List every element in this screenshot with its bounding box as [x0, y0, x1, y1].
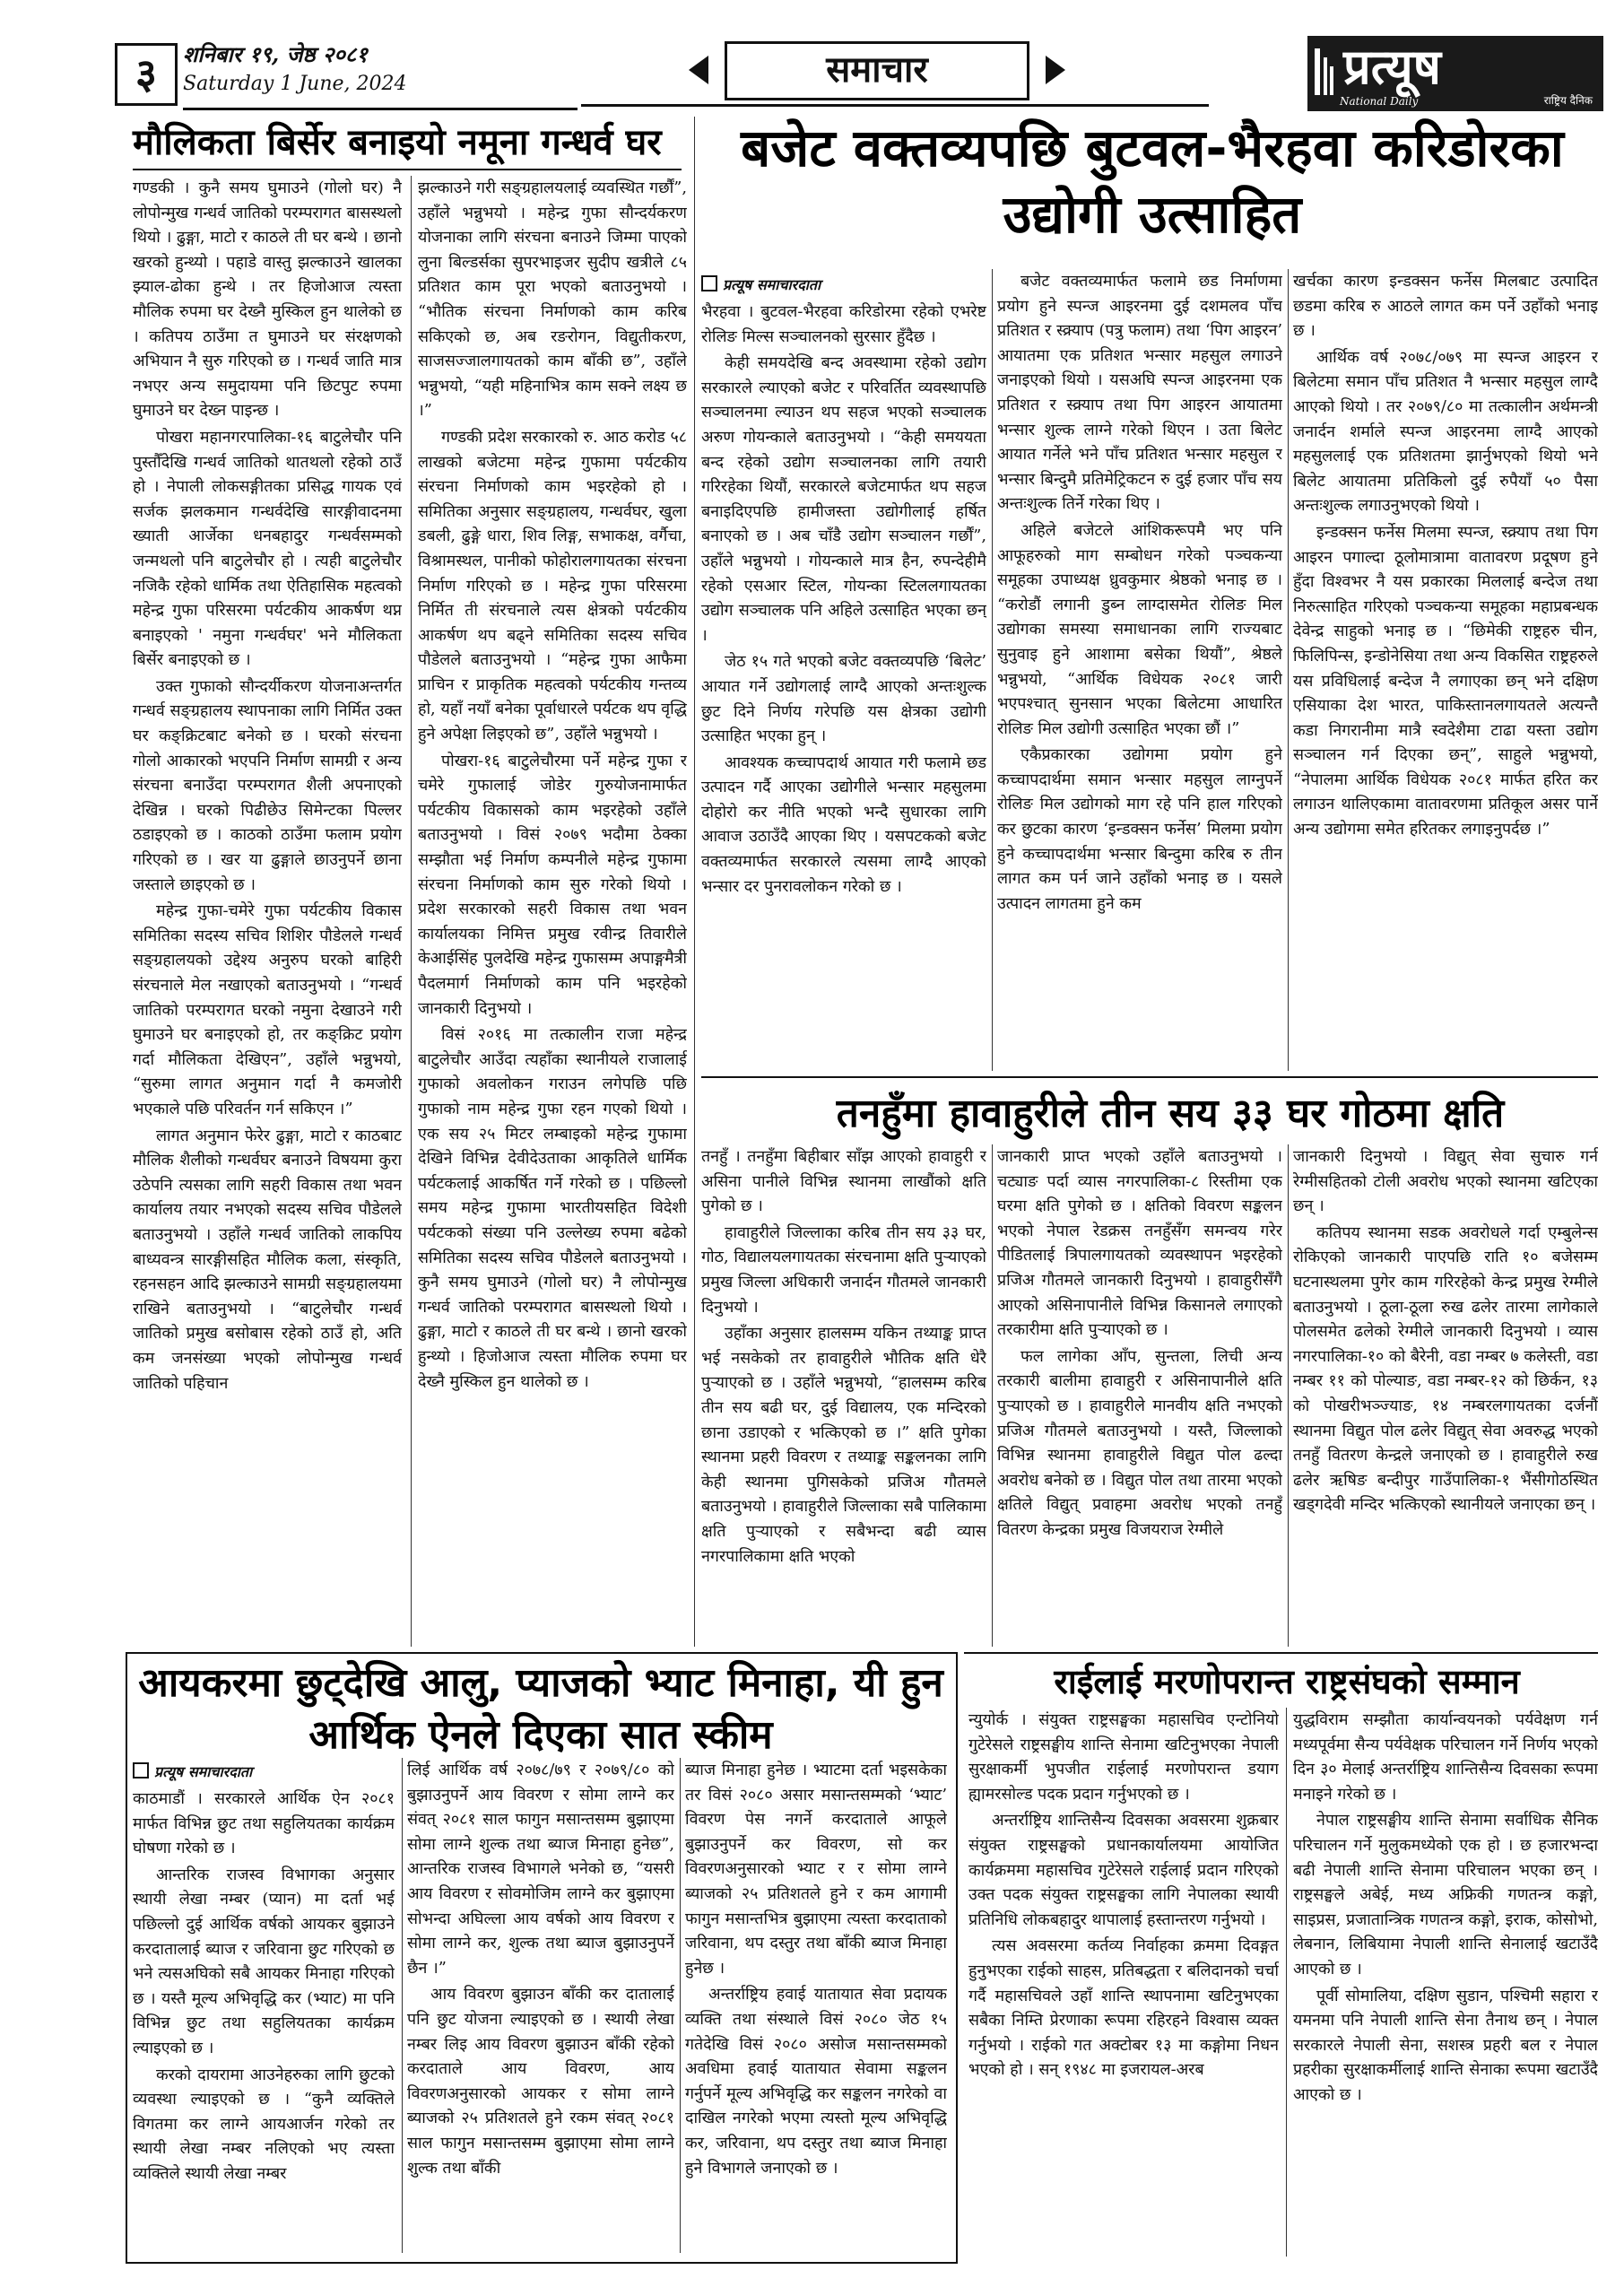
paragraph: गण्डकी प्रदेश सरकारको रु. आठ करोड ५८ लाखको बजेटमा महेन्द्र गुफामा पर्यटकीय संरचना निर्माणको काम भइरहेको हो । समितिका अनुसार सङ्ग्रहालय, गन्धर्वघर, खुला डबली, ढुङ्गे धारा, शिव लिङ्ग, सभाकक्ष, वर्गैचा, विश्रामस्थल, पानीको फोहोरालगायतका संरचना निर्माण गरिएको छ । महेन्द्र गुफा परिसरमा निर्मित ती संरचनाले त्यस क्षेत्रको पर्यटकीय आकर्षण थप बढ्ने समितिका सदस्य सचिव पौडेलले बताउनुभयो । “महेन्द्र गुफा आफैमा प्राचिन र प्राकृतिक महत्वको पर्यटकीय गन्तव्य हो, यहाँ नयाँ बनेका पूर्वाधारले पर्यटक थप वृद्धि हुने अपेक्षा लिइएको छ”, उहाँले भन्नुभयो । [418, 427, 687, 744]
column-rule [992, 1144, 993, 1647]
article1-column-2 [418, 176, 687, 1647]
logo-text: प्रत्यूष [1343, 39, 1441, 95]
paragraph: इन्डक्सन फर्नेस मिलमा स्पन्ज, स्क्र्याप तथा पिग आइरन पगाल्दा ठूलोमात्रामा वातावरण प्रदूषण हुने हुँदा विश्वभर नै यस प्रकारका मिललाई बन्देज तथा निरुत्साहित गरिएको पञ्चकन्या समूहका महाप्रबन्धक देवेन्द्र साहुको भनाइ छ । “छिमेकी राष्ट्रहरु चीन, फिलिपिन्स, इन्डोनेसिया तथा अन्य विकसित राष्ट्रहरुले यस प्रविधिलाई बन्देज नै लगाएका छन् भने दक्षिण एसियाका देश भारत, पाकिस्तानलगायतले अत्यन्तै कडा निगरानीमा मात्रै स्वदेशैमा टाढा यस्ता उद्योग सञ्चालन गर्न दिएका छन्”, साहुले भन्नुभयो, “नेपालमा आर्थिक विधेयक २०८१ मार्फत हरित कर लगाउन थालिएकामा वातावरणमा प्रतिकूल असर पार्ने अन्य उद्योगमा समेत हरितकर लगाइनुपर्दछ ।” [1293, 522, 1598, 839]
paragraph: आवश्यक कच्चापदार्थ आयात गरी फलामे छड उत्पादन गर्दै आएका उद्योगीले भन्सार महसुलमा दोहोरो कर नीति भएको भन्दै सुधारका लागि आवाज उठाउँदै आएका थिए । यसपटकको बजेट वक्तव्यमार्फत सरकारले त्यसमा लाग्दै आएको भन्सार दर पुनरावलोकन गरेको छ । [701, 752, 986, 896]
paragraph: आय विवरण बुझाउन बाँकी कर दातालाई पनि छुट योजना ल्याइएको छ । स्थायी लेखा नम्बर लिइ आय विवरण बुझाउन बाँकी रहेको करदाताले आय विवरण, आय विवरणअनुसारको आयकर र सोमा लाग्ने ब्याजको २५ प्रतिशतले हुने रकम संवत् २०८१ साल फागुन मसान्तसम्म बुझाएमा सोमा लाग्ने शुल्क तथा बाँकी [407, 1985, 674, 2178]
article4-column-2 [407, 1758, 674, 2253]
byline [133, 1761, 252, 1781]
column-rule [680, 1758, 681, 2253]
column-rule [1288, 269, 1289, 1071]
article-headline: मौलिकता बिर्सेर बनाइयो नमूना गन्धर्व घर [133, 122, 662, 163]
article-headline: राईलाई मरणोपरान्त राष्ट्रसंघको सम्मान [1054, 1662, 1520, 1701]
column-rule [411, 176, 412, 1647]
article3-column-3 [1293, 1144, 1598, 1647]
date-nepali: शनिबार १९, जेष्ठ २०८१ [183, 41, 368, 67]
section-label: समाचार [725, 41, 1029, 100]
article-headline: बजेट वक्तव्यपछि बुटवल-भैरहवा करिडोरका उद्योगी उत्साहित [741, 117, 1564, 245]
byline-text: प्रत्यूष समाचारदाता [154, 1763, 253, 1780]
paragraph: पोखरा महानगरपालिका-१६ बाटुलेचौर पनि पुस्तौँदेखि गन्धर्व जातिको थातथलो रहेको ठाउँ हो । नेपाली लोकसङ्गीतका प्रसिद्ध गायक एवं सर्जक झलकमान गन्धर्वदेखि सारङ्गीवादनमा ख्याती आर्जेका धनबहादुर गन्धर्वसम्मको जन्मथलो पनि बाटुलेचौर हो । त्यही बाटुलेचौर नजिकै रहेको धार्मिक तथा ऐतिहासिक महत्वको महेन्द्र गुफा परिसरमा पर्यटकीय आकर्षण थप्न बनाइएको ' नमुना गन्धर्वघर' भने मौलिकता बिर्सेर बनाइएको छ । [133, 427, 402, 670]
paragraph: जानकारी प्राप्त भएको उहाँले बताउनुभयो । चट्याङ पर्दा व्यास नगरपालिका-८ रिस्तीमा एक घरमा क्षति पुगेको छ । क्षतिको विवरण सङ्कलन भएको नेपाल रेडक्रस तनहुँसँग समन्वय गरेर पीडितलाई त्रिपालगायतको व्यवस्थापन भइरहेको प्रजिअ गौतमले जानकारी दिनुभयो । हावाहुरीसँगै आएको असिनापानीले विभिन्न किसानले लगाएको तरकारीमा क्षति पुऱ्याएको छ । [997, 1147, 1282, 1340]
article1-column-1 [133, 176, 402, 1647]
article4-column-3 [685, 1758, 947, 2253]
paragraph: आन्तरिक राजस्व विभागका अनुसार स्थायी लेखा नम्बर (प्यान) मा दर्ता भई पछिल्लो दुई आर्थिक वर्षको आयकर बुझाउने करदातालाई ब्याज र जरिवाना छुट गरिएको छ भने त्यसअघिको सबै आयकर मिनाहा गरिएको छ । यस्तै मूल्य अभिवृद्धि कर (भ्याट) मा पनि विभिन्न छुट तथा सहुलियतका कार्यक्रम ल्याइएको छ । [133, 1865, 395, 2057]
paragraph: तनहुँ । तनहुँमा बिहीबार साँझ आएको हावाहुरी र असिना पानीले विभिन्न स्थानमा लाखौंको क्षति पुगेको छ । [701, 1147, 986, 1216]
byline [701, 274, 821, 294]
paragraph: हावाहुरीले जिल्लाका करिब तीन सय ३३ घर, गोठ, विद्यालयलगायतका संरचनामा क्षति पुऱ्याएको प्रमुख जिल्ला अधिकारी जनार्दन गौतमले जानकारी दिनुभयो । [701, 1222, 986, 1317]
paragraph: बजेट वक्तव्यमार्फत फलामे छड निर्माणमा प्रयोग हुने स्पन्ज आइरनमा दुई दशमलव पाँच प्रतिशत र स्क्र्याप (पत्रु फलाम) तथा ‘पिग आइरन’ आयातमा एक प्रतिशत भन्सार महसुल लगाउने जनाइएको थियो । यसअघि स्पन्ज आइरनमा एक प्रतिशत र स्क्र्याप तथा पिग आइरन आयातमा भन्सार शुल्क लाग्ने गरेको थिएन । उता बिलेट आयात गर्नेले भने पाँच प्रतिशत भन्सार महसुल र भन्सार बिन्दुमै प्रतिमेट्रिकटन रु दुई हजार पाँच सय अन्तःशुल्क तिर्ने गरेका थिए । [997, 272, 1282, 514]
byline-text: प्रत्यूष समाचारदाता [723, 276, 821, 293]
paragraph: नेपाल राष्ट्रसङ्घीय शान्ति सेनामा सर्वाधिक सैनिक परिचालन गर्ने मुलुकमध्येको एक हो । छ हजारभन्दा बढी नेपाली शान्ति सेनामा परिचालन भएका छन् । राष्ट्रसङ्घले अबेई, मध्य अफ्रिकी गणतन्त्र कङ्गो, साइप्रस, प्रजातान्त्रिक गणतन्त्र कङ्गो, इराक, कोसोभो, लेबनान, लिबियामा नेपाली शान्ति सेनालाई खटाउँदै आएको छ । [1293, 1811, 1598, 1979]
logo-mark-icon [1313, 45, 1336, 99]
paragraph: युद्धविराम सम्झौता कार्यान्वयनको पर्यवेक्षण गर्न मध्यपूर्वमा सैन्य पर्यवेक्षक परिचालन गर्ने निर्णय भएको दिन ३० मेलाई अन्तर्राष्ट्रिय शान्तिसैन्य दिवसका रूपमा मनाइने गरेको छ । [1293, 1710, 1598, 1804]
paragraph: केही समयदेखि बन्द अवस्थामा रहेको उद्योग सरकारले ल्याएको बजेट र परिवर्तित व्यवस्थापछि सञ्चालनमा ल्याउन थप सहज भएको सञ्चालक अरुण गोयन्काले बताउनुभयो । “केही समययता बन्द रहेको उद्योग सञ्चालनका लागि तयारी गरिरहेका थियौं, सरकारले बजेटमार्फत थप सहज बनाइदिएपछि हामीजस्ता उद्योगीलाई हर्षित बनाएको छ । अब चाँडै उद्योग सञ्चालन गर्छौं”, उहाँले भन्नुभयो । गोयन्काले मात्र हैन, रुपन्देहीमै रहेको एसआर स्टिल, गोयन्का स्टिललगायतका उद्योग सञ्चालक पनि अहिले उत्साहित भएका छन् । [701, 353, 986, 645]
logo-tagline-en: National Daily [1340, 95, 1419, 108]
paragraph: विसं २०१६ मा तत्कालीन राजा महेन्द्र बाटुलेचौर आउँदा त्यहाँका स्थानीयले राजालाई गुफाको अवलोकन गराउन लगेपछि पछि गुफाको नाम महेन्द्र गुफा रहन गएको थियो । एक सय २५ मिटर लम्बाइको महेन्द्र गुफामा देखिने विभिन्न देवीदेउताका आकृतिले धार्मिक पर्यटकलाई आकर्षित गर्ने गरेको छ । पछिल्लो समय महेन्द्र गुफामा भारतीयसहित विदेशी पर्यटकको संख्या पनि उल्लेख्य रुपमा बढेको समितिका सदस्य सचिव पौडेलले बताउनुभयो । कुनै समय घुमाउने (गोलो घर) नै लोपोन्मुख गन्धर्व जातिको परम्परागत बासस्थलो थियो । ढुङ्गा, माटो र काठले ती घर बन्थे । छानो खरको हुन्थ्यो । हिजोआज त्यस्ता मौलिक रुपमा घर देख्नै मुस्किल हुन थालेको छ । [418, 1025, 687, 1391]
paragraph: गण्डकी । कुनै समय घुमाउने (गोलो घर) नै लोपोन्मुख गन्धर्व जातिको परम्परागत बासस्थलो थियो । ढुङ्गा, माटो र काठले ती घर बन्थे । छानो खरको हुन्थ्यो । पहाडे वास्तु झल्काउने खालका झ्याल-ढोका हुन्थे । तर हिजोआज त्यस्ता मौलिक रुपमा घर देख्नै मुस्किल हुन थालेको छ । कतिपय ठाउँमा त घुमाउने घर संरक्षणको अभियान नै सुरु गरिएको छ । गन्धर्व जाति मात्र नभएर अन्य समुदायमा पनि छिटपुट रुपमा घुमाउने घर देख्न पाइन्छ । [133, 178, 402, 421]
paragraph: करको दायरामा आउनेहरुका लागि छुटको व्यवस्था ल्याइएको छ । “कुनै व्यक्तिले विगतमा कर लाग्ने आयआर्जन गरेको तर स्थायी लेखा नम्बर नलिएको भए त्यस्ता व्यक्तिले स्थायी लेखा नम्बर [133, 2065, 395, 2183]
byline-square-icon [701, 275, 717, 291]
article3-column-2 [997, 1144, 1282, 1647]
article-headline: आयकरमा छुट्देखि आलु, प्याजको भ्याट मिनाहा, यी हुन आर्थिक ऐनले दिएका सात स्कीम [138, 1660, 943, 1758]
paragraph: अन्तर्राष्ट्रिय शान्तिसैन्य दिवसका अवसरमा शुक्रबार संयुक्त राष्ट्रसङ्घको प्रधानकार्यालयमा आयोजित कार्यक्रममा महासचिव गुटेरेसले राईलाई प्रदान गरिएको उक्त पदक संयुक्त राष्ट्रसङ्घका लागि नेपालका स्थायी प्रतिनिधि लोकबहादुर थापालाई हस्तान्तरण गर्नुभयो । [968, 1811, 1279, 1929]
arrow-right-icon [1046, 56, 1065, 84]
column-rule [694, 117, 695, 1647]
paragraph: न्युयोर्क । संयुक्त राष्ट्रसङ्घका महासचिव एन्टोनियो गुटेरेसले राष्ट्रसङ्घीय शान्ति सेनामा खटिनुभएका नेपाली सुरक्षाकर्मी भुपजीत राईलाई मरणोपरान्त डयाग ह्यामरसोल्ड पदक प्रदान गर्नुभएको छ । [968, 1710, 1279, 1804]
column-rule [992, 269, 993, 1071]
paragraph: झल्काउने गरी सङ्ग्रहालयलाई व्यवस्थित गर्छौं”, उहाँले भन्नुभयो । महेन्द्र गुफा सौन्दर्यकरण योजनाका लागि संरचना बनाउने जिम्मा पाएको लुना बिल्डर्सका सुपरभाइजर सुदीप खत्रीले ८५ प्रतिशत काम पूरा भएको बताउनुभयो । “भौतिक संरचना निर्माणको काम करिब सकिएको छ, अब रङरोगन, विद्युतीकरण, साजसज्जालगायतको काम बाँकी छ”, उहाँले भन्नुभयो, “यही महिनाभित्र काम सक्ने लक्ष्य छ ।” [418, 178, 687, 421]
article2-column-1 [701, 300, 986, 1071]
page-number: ३ [115, 43, 178, 106]
paragraph: अन्तर्राष्ट्रिय हवाई यातायात सेवा प्रदायक व्यक्ति तथा संस्थाले विसं २०८० जेठ १५ गतेदेखि विसं २०८० असोज मसान्तसम्मको अवधिमा हवाई यातायात सेवामा सङ्कलन गर्नुपर्ने मूल्य अभिवृद्धि कर सङ्कलन नगरेको वा दाखिल नगरेको भएमा त्यस्तो मूल्य अभिवृद्धि कर, जरिवाना, थप दस्तुर तथा ब्याज मिनाहा हुने विभागले जनाएको छ । [685, 1985, 947, 2178]
article5-column-1 [968, 1708, 1279, 2257]
article4-column-1 [133, 1787, 395, 2253]
paragraph: उहाँका अनुसार हालसम्म यकिन तथ्याङ्क प्राप्त भई नसकेको तर हावाहुरीले भौतिक क्षति धेरै पुऱ्याएको छ । उहाँले भन्नुभयो, “हालसम्म करिब तीन सय बढी घर, दुई विद्यालय, एक मन्दिरको छाना उडाएको र भत्किएको छ ।” क्षति पुगेका स्थानमा प्रहरी विवरण र तथ्याङ्क सङ्कलनका लागि केही स्थानमा पुगिसकेको प्रजिअ गौतमले बताउनुभयो । हावाहुरीले जिल्लाका सबै पालिकामा क्षति पुऱ्याएको र सबैभन्दा बढी व्यास नगरपालिकामा क्षति भएको [701, 1324, 986, 1566]
paragraph: उक्त गुफाको सौन्दर्यीकरण योजनाअन्तर्गत गन्धर्व सङ्ग्रहालय स्थापनाका लागि निर्मित उक्त घर कङ्क्रिटबाट बनेको छ । घरको संरचना गोलो आकारको भएपनि निर्माण सामग्री र अन्य संरचना बनाउँदा परम्परागत शैली अपनाएको देखिन्न । घरको पिढीछेउ सिमेन्टका पिल्लर ठडाइएको छ । काठको ठाउँमा फलाम प्रयोग गरिएको छ । खर या ढुङ्गाले छाउनुपर्ने छाना जस्ताले छाइएको छ । [133, 676, 402, 894]
paragraph: आर्थिक वर्ष २०७८/०७९ मा स्पन्ज आइरन र बिलेटमा समान पाँच प्रतिशत नै भन्सार महसुल लाग्दै आएको थियो । तर २०७९/८० मा तत्कालीन अर्थमन्त्री जनार्दन शर्माले स्पन्ज आइरनमा लाग्दै आएको महसुललाई एक प्रतिशतमा झार्नुभएको थियो भने बिलेट आयातमा प्रतिकिलो दुई रुपैयाँ ५० पैसा अन्तःशुल्क लगाउनुभएको थियो । [1293, 347, 1598, 516]
divider [133, 169, 682, 170]
date-english: Saturday 1 June, 2024 [183, 73, 407, 95]
newspaper-logo [1307, 36, 1603, 111]
column-rule [1288, 1144, 1289, 1647]
column-rule [1286, 1708, 1287, 2257]
article3-column-1 [701, 1144, 986, 1647]
section-rule [581, 104, 1209, 107]
paragraph: भैरहवा । बुटवल-भैरहवा करिडोरमा रहेको एभरेष्ट रोलिङ मिल्स सञ्चालनको सुरसार हुँदैछ । [701, 302, 986, 346]
paragraph: एकैप्रकारका उद्योगमा प्रयोग हुने कच्चापदार्थमा समान भन्सार महसुल लाग्नुपर्ने रोलिङ मिल उद्योगको माग रहे पनि हाल गरिएको कर छुटका कारण ‘इन्डक्सन फर्नेस’ मिलमा प्रयोग हुने कच्चापदार्थमा भन्सार बिन्दुमा करिब रु तीन लागत कम पर्न जाने उहाँको भनाइ छ । यसले उत्पादन लागतमा हुने कम [997, 745, 1282, 913]
divider [964, 1652, 1598, 1654]
divider [701, 1076, 1598, 1078]
paragraph: महेन्द्र गुफा-चमेरे गुफा पर्यटकीय विकास समितिका सदस्य सचिव शिशिर पौडेलले गन्धर्व सङ्ग्रहालयको उद्देश्य अनुरुप घरको बाहिरी संरचनाले मेल नखाएको बताउनुभयो । “गन्धर्व जातिको परम्परागत घरको नमुना देखाउने गरी घुमाउने घर बनाइएको हो, तर कङ्क्रिट प्रयोग गर्दा मौलिकता देखिएन”, उहाँले भन्नुभयो, “सुरुमा लागत अनुमान गर्दा नै कमजोरी भएकाले पछि परिवर्तन गर्न सकिएन ।” [133, 901, 402, 1118]
paragraph: लिई आर्थिक वर्ष २०७८/७९ र २०७९/८० को बुझाउनुपर्ने आय विवरण र सोमा लाग्ने कर संवत् २०८१ साल फागुन मसान्तसम्म बुझाएमा सोमा लाग्ने शुल्क तथा ब्याज मिनाहा हुनेछ”, आन्तरिक राजस्व विभागले भनेको छ, “यसरी आय विवरण र सोवमोजिम लाग्ने कर बुझाएमा सोभन्दा अघिल्ला आय वर्षको आय विवरण र सोमा लाग्ने कर, शुल्क तथा ब्याज बुझाउनुपर्ने छैन ।” [407, 1761, 674, 1978]
paragraph: पोखरा-१६ बाटुलेचौरमा पर्ने महेन्द्र गुफा र चमेरे गुफालाई जोडेर गुरुयोजनामार्फत पर्यटकीय विकासको काम भइरहेको उहाँले बताउनुभयो । विसं २०७९ भदौमा ठेक्का सम्झौता भई निर्माण कम्पनीले महेन्द्र गुफामा संरचना निर्माणको काम सुरु गरेको थियो । प्रदेश सरकारको सहरी विकास तथा भवन कार्यालयका निमित्त प्रमुख रवीन्द्र तिवारीले केआईसिंह पुलदेखि महेन्द्र गुफासम्म अपाङ्गमैत्री पैदलमार्ग निर्माणको काम पनि भइरहेको जानकारी दिनुभयो । [418, 751, 687, 1018]
paragraph: खर्चका कारण इन्डक्सन फर्नेस मिलबाट उत्पादित छडमा करिब रु आठले लागत कम पर्ने उहाँको भनाइ छ । [1293, 272, 1598, 341]
article-headline: तनहुँमा हावाहुरीले तीन सय ३३ घर गोठमा क्षति [836, 1091, 1505, 1136]
paragraph: फल लागेका आँप, सुन्तला, लिची अन्य तरकारी बालीमा हावाहुरी र असिनापानीले क्षति पुऱ्याएको छ । हावाहुरीले मानवीय क्षति नभएको प्रजिअ गौतमले बताउनुभयो । यस्तै, जिल्लाको विभिन्न स्थानमा हावाहुरीले विद्युत पोल ढल्दा अवरोध बनेको छ । विद्युत पोल तथा तारमा भएको क्षतिले विद्युत् प्रवाहमा अवरोध भएको तनहुँ वितरण केन्द्रका प्रमुख विजयराज रेग्मीले [997, 1346, 1282, 1539]
arrow-left-icon [689, 56, 708, 84]
section-banner [689, 41, 1065, 99]
article5-column-2 [1293, 1708, 1598, 2257]
logo-tagline-np: राष्ट्रिय दैनिक [1543, 94, 1593, 107]
paragraph: जानकारी दिनुभयो । विद्युत् सेवा सुचारु गर्न रेग्मीसहितको टोली अवरोध भएको स्थानमा खटिएका छन् । [1293, 1147, 1598, 1216]
paragraph: कतिपय स्थानमा सडक अवरोधले गर्दा एम्बुलेन्स रोकिएको जानकारी पाएपछि राति १० बजेसम्म घटनास्थलमा पुगेर काम गरिरहेको केन्द्र प्रमुख रेग्मीले बताउनुभयो । ठूला-ठूला रुख ढलेर तारमा लागेकाले पोलसमेत ढलेको रेग्मीले जानकारी दिनुभयो । व्यास नगरपालिका-१० को बैरेनी, वडा नम्बर ७ कलेस्ती, वडा नम्बर ११ को पोल्याङ, वडा नम्बर-१२ को छिर्कन, १३ को पोखरीभञ्ज्याङ, १४ नम्बरलगायतका दर्जनौं स्थानमा विद्युत पोल ढलेर विद्युत् सेवा अवरुद्ध भएको तनहुँ वितरण केन्द्रले जनाएको छ । हावाहुरीले रुख ढलेर ऋषिङ बन्दीपुर गाउँपालिका-१ भैंसीगोठस्थित खड्गदेवी मन्दिर भत्किएको स्थानीयले जनाएका छन् । [1293, 1222, 1598, 1515]
paragraph: त्यस अवसरमा कर्तव्य निर्वाहका क्रममा दिवङ्गत हुनुभएका राईको साहस, प्रतिबद्धता र बलिदानको चर्चा गर्दै महासचिवले उहाँ शान्ति स्थापनामा खटिनुभएका सबैका निम्ति प्रेरणाका रूपमा रहिरहने विश्वास व्यक्त गर्नुभयो । राईको गत अक्टोबर १३ मा कङ्गोमा निधन भएको हो । सन् १९४८ मा इजरायल-अरब [968, 1936, 1279, 2080]
paragraph: काठमाडौं । सरकारले आर्थिक ऐन २०८१ मार्फत विभिन्न छुट तथा सहुलियतका कार्यक्रम घोषणा गरेको छ । [133, 1789, 395, 1858]
paragraph: ब्याज मिनाहा हुनेछ । भ्याटमा दर्ता भइसकेका तर विसं २०८० असार मसान्तसम्मको ‘भ्याट’ विवरण पेस नगर्ने करदाताले आफूले बुझाउनुपर्ने कर विवरण, सो कर विवरणअनुसारको भ्याट र र सोमा लाग्ने ब्याजको २५ प्रतिशतले हुने र कम आगामी फागुन मसान्तभित्र बुझाएमा त्यस्ता करदाताको जरिवाना, थप दस्तुर तथा बाँकी ब्याज मिनाहा हुनेछ । [685, 1761, 947, 1978]
paragraph: अहिले बजेटले आंशिकरूपमै भए पनि आफूहरुको माग सम्बोधन गरेको पञ्चकन्या समूहका उपाध्यक्ष ध्रुवकुमार श्रेष्ठको भनाइ छ । “करोडौं लगानी डुब्न लाग्दासमेत रोलिङ मिल उद्योगका समस्या समाधानका लागि राज्यबाट सुनुवाइ हुने आशामा बसेका थियौं”, श्रेष्ठले भन्नुभयो, “आर्थिक विधेयक २०८१ जारी भएपश्चात् सुनसान भएका बिलेटमा आधारित रोलिङ मिल उद्योगी उत्साहित भएका छौं ।” [997, 520, 1282, 738]
article2-column-2 [997, 269, 1282, 1071]
paragraph: लागत अनुमान फेरेर ढुङ्गा, माटो र काठबाट मौलिक शैलीको गन्धर्वघर बनाउने विषयमा कुरा उठेपनि त्यसका लागि सहरी विकास तथा भवन कार्यालय तयार नभएको सदस्य सचिव पौडेलले बताउनुभयो । उहाँले गन्धर्व जातिको लाकपिय बाध्यवन्त्र सारङ्गीसहित मौलिक कला, संस्कृति, रहनसहन आदि झल्काउने सामग्री सङ्ग्रहालयमा राखिने बताउनुभयो । “बाटुलेचौर गन्धर्व जातिको प्रमुख बसोबास रहेको ठाउँ हो, अति कम जनसंख्या भएको लोपोन्मुख गन्धर्व जातिको पहिचान [133, 1126, 402, 1393]
article2-column-3 [1293, 269, 1598, 1071]
paragraph: पूर्वी सोमालिया, दक्षिण सुडान, पश्चिमी सहारा र यमनमा पनि नेपाली शान्ति सेना तैनाथ छन् । नेपाल सरकारले नेपाली सेना, सशस्त्र प्रहरी बल र नेपाल प्रहरीका सुरक्षाकर्मीलाई शान्ति सेनाका रूपमा खटाउँदै आएको छ । [1293, 1986, 1598, 2104]
column-rule [402, 1758, 403, 2253]
paragraph: जेठ १५ गते भएको बजेट वक्तव्यपछि ‘बिलेट’ आयात गर्ने उद्योगलाई लाग्दै आएको अन्तःशुल्क छुट दिने निर्णय गरेपछि यस क्षेत्रका उद्योगी उत्साहित भएका हुन् । [701, 652, 986, 746]
date-block [183, 39, 578, 110]
masthead [115, 36, 1603, 113]
byline-square-icon [133, 1762, 149, 1779]
